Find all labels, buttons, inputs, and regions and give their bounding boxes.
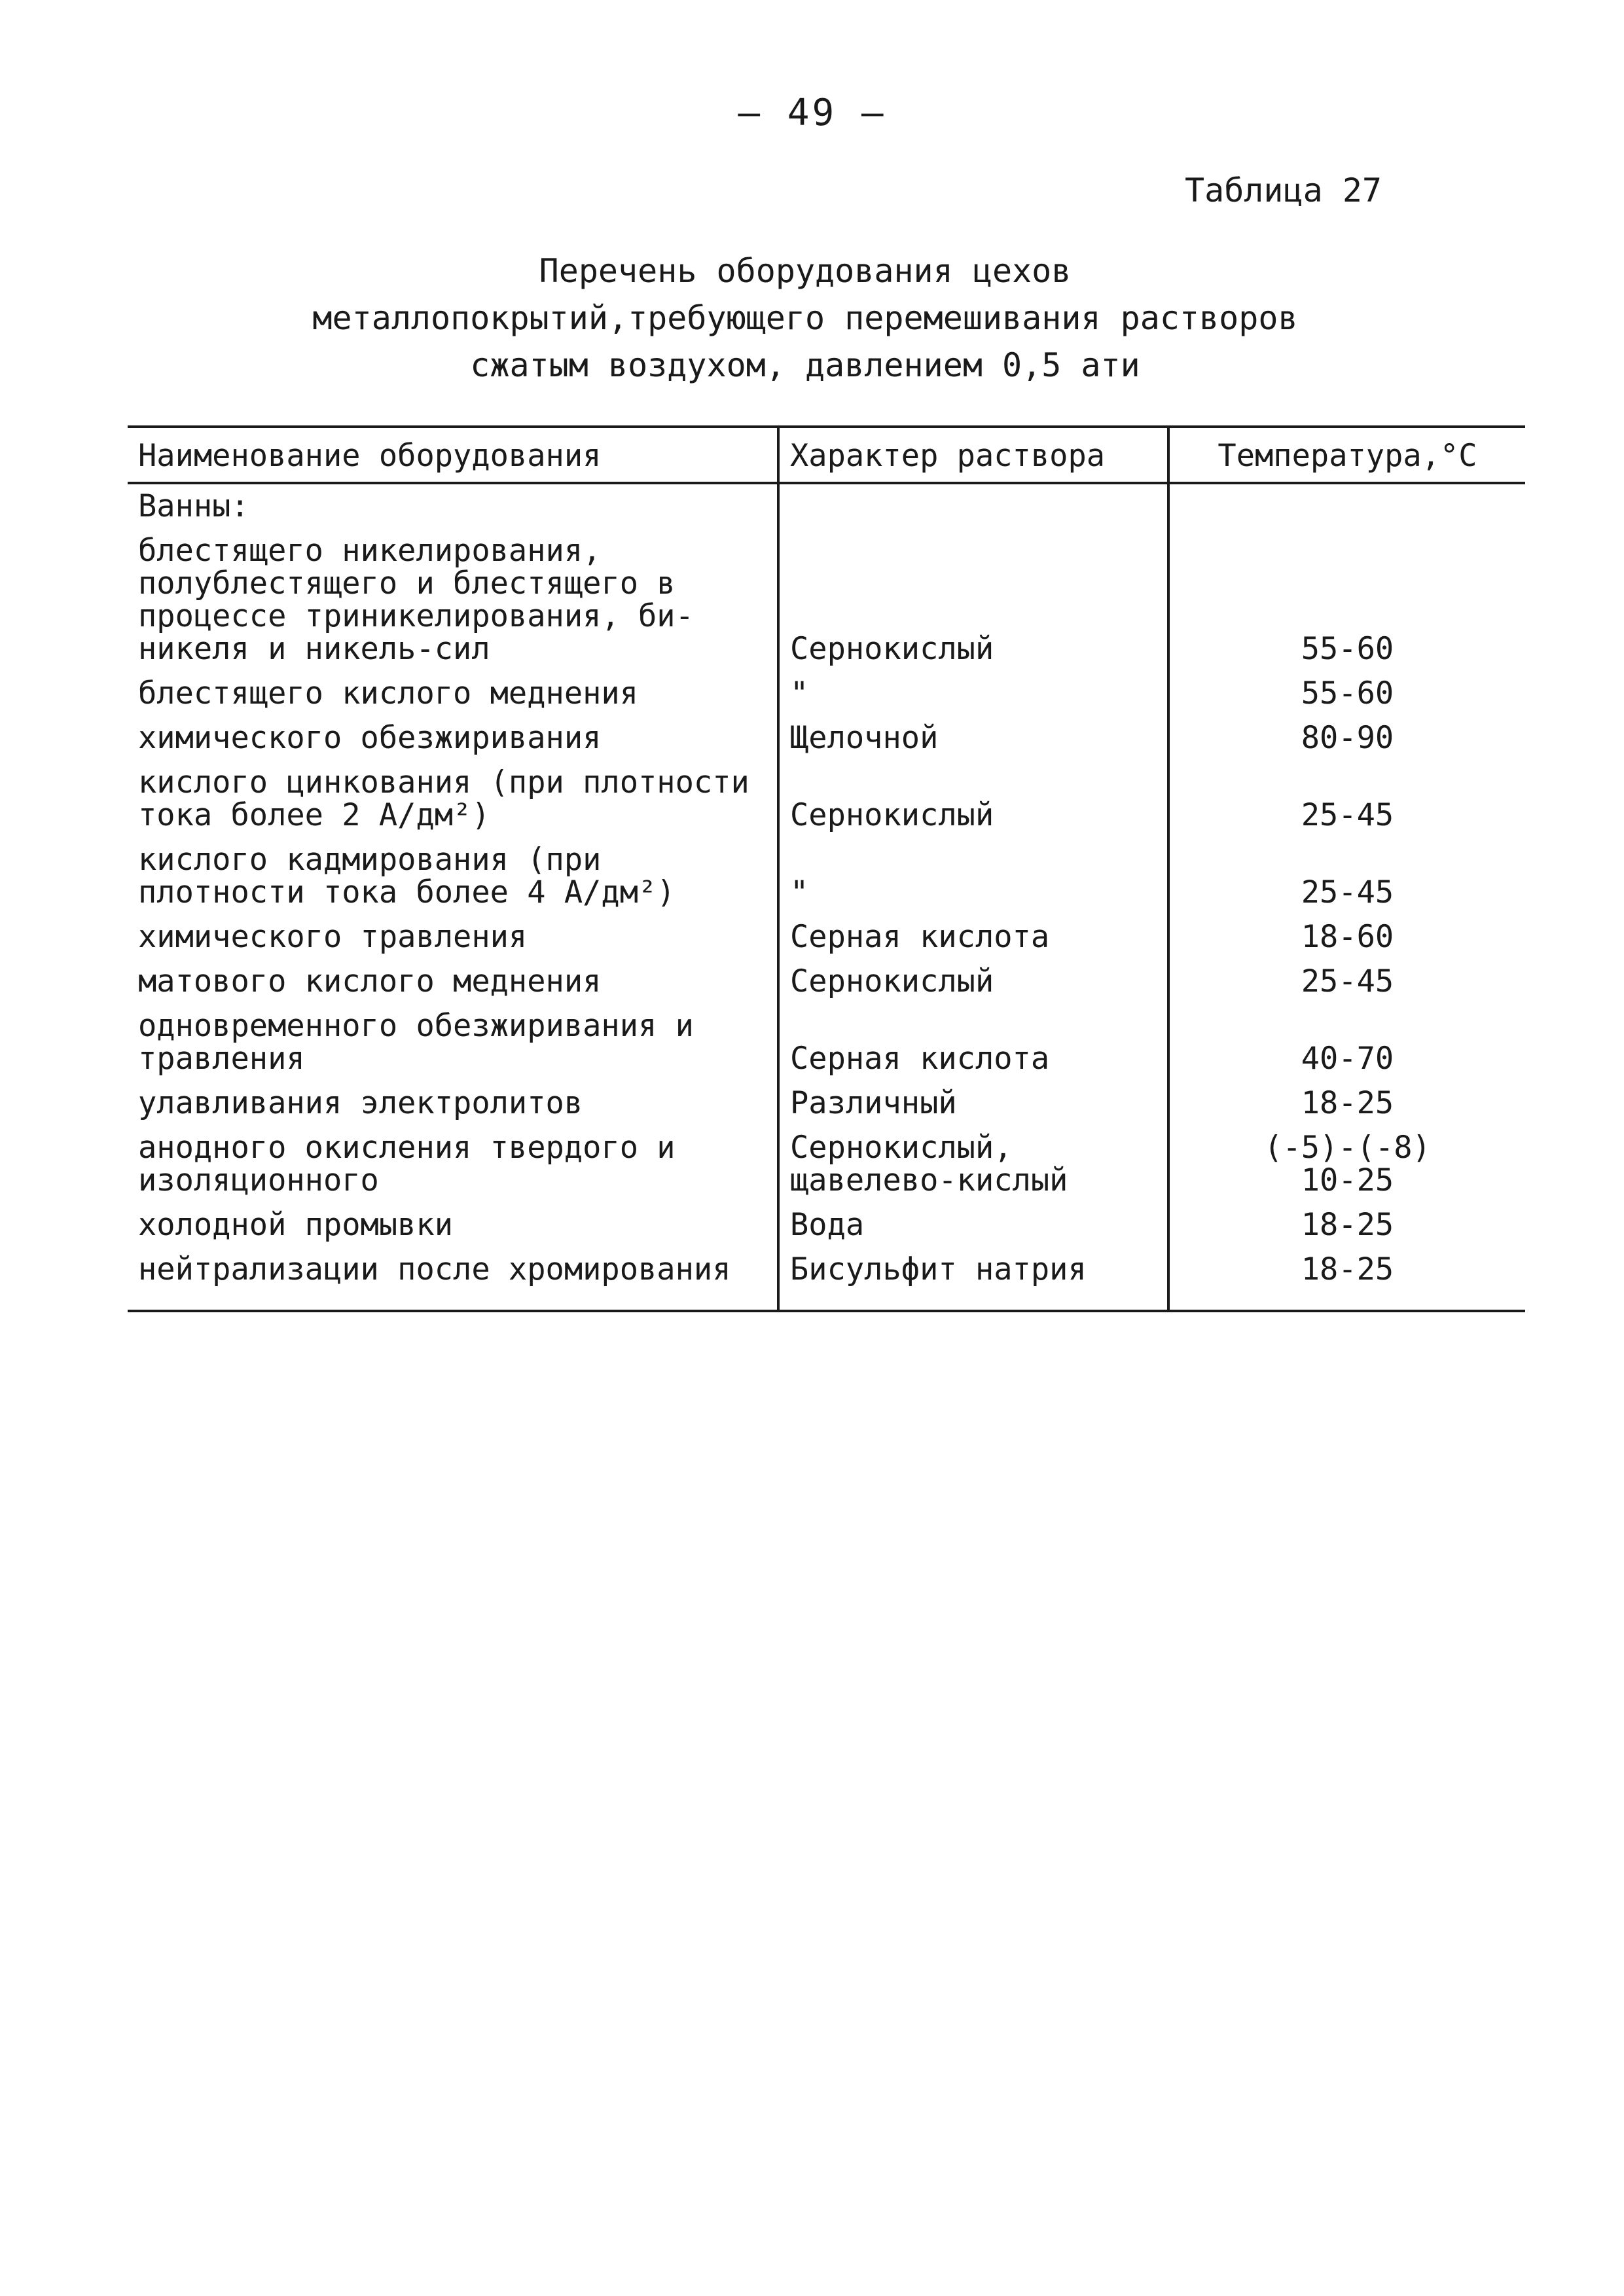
equipment-name: анодного окисления твердого и изоляционного [138,1130,676,1198]
solution-type: " [778,838,1168,915]
temperature: 55-60 [1168,672,1525,716]
table-row [128,1081,1525,1126]
equipment-name: матового кислого меднения [138,963,602,999]
table-row [128,529,1525,672]
solution-type: Различный [778,1081,1168,1126]
temperature: 25-45 [1168,838,1525,915]
group-label: Ванны: [138,488,249,524]
temperature: 80-90 [1168,716,1525,761]
solution-type: Щелочной [778,716,1168,761]
table-row [128,1247,1525,1311]
equipment-name: улавливания электролитов [138,1085,583,1121]
solution-type: Бисульфит натрия [778,1247,1168,1311]
solution-type: Серная кислота [778,1004,1168,1081]
table-header-row [128,427,1525,483]
page-number: – 49 – [738,92,886,134]
solution-type: Вода [778,1203,1168,1247]
equipment-name: холодной промывки [138,1207,454,1243]
table-row [128,915,1525,960]
equipment-name: кислого цинкования (при плотности тока более 2 А/дм²) [138,764,749,833]
equipment-name: химического обезжиривания [138,720,602,756]
table-title: Перечень оборудования цехов металлопокрытий,требующего перемешивания растворов сжатым воздухом, давлением 0,5 ати [312,252,1298,384]
table-row [128,960,1525,1004]
header-equipment-name: Наименование оборудования [128,427,778,483]
temperature: 18-25 [1168,1203,1525,1247]
table-cell-empty [778,483,1168,529]
table-row [128,761,1525,838]
table-label: Таблица 27 [1185,171,1382,209]
temperature: 18-25 [1168,1081,1525,1126]
solution-type: Сернокислый [778,529,1168,672]
temperature: 40-70 [1168,1004,1525,1081]
header-solution-type: Характер раствора [778,427,1168,483]
table-row [128,672,1525,716]
table-row [128,716,1525,761]
table-cell-empty [1168,483,1525,529]
equipment-name: блестящего кислого меднения [138,675,639,711]
temperature: 25-45 [1168,761,1525,838]
table-group-row [128,483,1525,529]
temperature: 18-60 [1168,915,1525,960]
equipment-table [128,425,1525,1312]
temperature: (-5)-(-8) 10-25 [1168,1126,1525,1203]
equipment-name: нейтрализации после хромирования [128,1247,778,1311]
solution-type: " [778,672,1168,716]
table-row [128,1004,1525,1081]
table-row [128,1126,1525,1203]
equipment-name: одновременного обезжиривания и травления [138,1008,694,1077]
header-temperature: Температура,°С [1168,427,1525,483]
equipment-name: кислого кадмирования (при плотности тока более 4 А/дм²) [138,842,676,910]
solution-type: Серная кислота [778,915,1168,960]
solution-type: Сернокислый [778,960,1168,1004]
table-row [128,1203,1525,1247]
equipment-name: блестящего никелирования, полублестящего и блестящего в процессе триникелирования, би-никеля и никель-сил [138,533,694,667]
temperature: 18-25 [1168,1247,1525,1311]
temperature: 55-60 [1168,529,1525,672]
solution-type: Сернокислый, щавелево-кислый [778,1126,1168,1203]
temperature: 25-45 [1168,960,1525,1004]
equipment-name: химического травления [138,919,528,955]
table-row [128,838,1525,915]
solution-type: Сернокислый [778,761,1168,838]
